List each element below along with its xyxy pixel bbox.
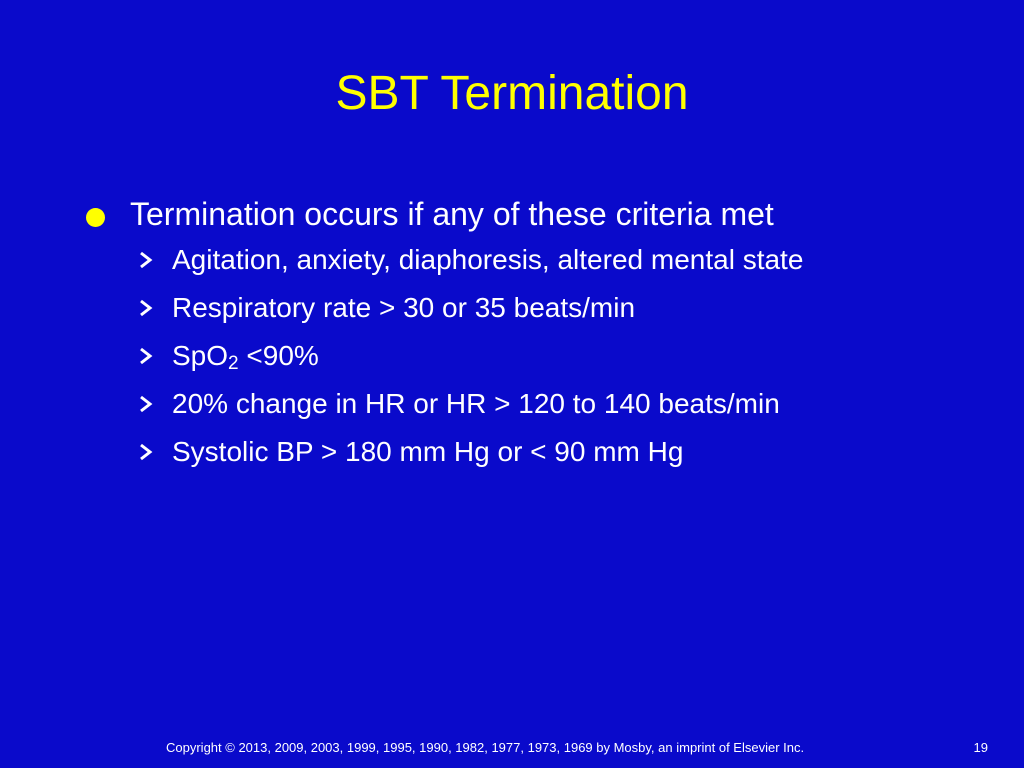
criteria-text-prefix: SpO [172, 340, 229, 371]
subscript-two: 2 [228, 353, 239, 374]
arrowhead-bullet-icon [138, 296, 156, 320]
arrowhead-bullet-icon [138, 440, 156, 464]
criteria-text-suffix: <90% [238, 340, 319, 371]
arrowhead-bullet-icon [138, 248, 156, 272]
yellow-dot-bullet-icon [86, 208, 105, 227]
copyright-footer: Copyright © 2013, 2009, 2003, 1999, 1995, 1990, 1982, 1977, 1973, 1969 by Mosby, an imprint of Elsevier Inc. [166, 740, 805, 755]
criteria-item [138, 290, 946, 326]
criteria-text: Agitation, anxiety, diaphoresis, altered mental state [172, 244, 804, 275]
criteria-item [138, 434, 946, 470]
arrowhead-bullet-icon [138, 344, 156, 368]
criteria-text [172, 338, 319, 374]
criteria-item [138, 242, 946, 278]
page-number: 19 [973, 740, 988, 755]
arrowhead-bullet-icon [138, 392, 156, 416]
criteria-item [138, 338, 946, 374]
criteria-text: 20% change in HR or HR > 120 to 140 beats/min [172, 388, 780, 419]
criteria-text: Respiratory rate > 30 or 35 beats/min [172, 292, 636, 323]
slide-body [86, 192, 946, 482]
criteria-text: Systolic BP > 180 mm Hg or < 90 mm Hg [172, 436, 684, 467]
main-bullet-text: Termination occurs if any of these criteria met [130, 196, 774, 232]
main-bullet-item [86, 192, 946, 236]
criteria-item [138, 386, 946, 422]
slide-title: SBT Termination [335, 67, 689, 120]
criteria-list [138, 242, 946, 470]
